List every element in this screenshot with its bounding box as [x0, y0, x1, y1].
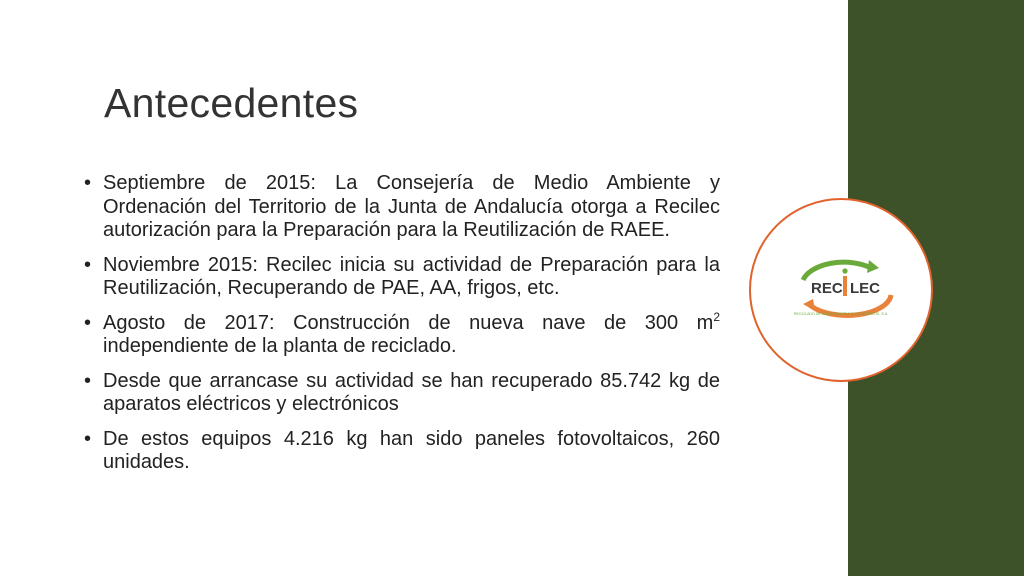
- logo-arrow-green: [867, 260, 879, 273]
- bullet-item: [84, 172, 720, 243]
- bullet-item: [84, 309, 720, 359]
- bullet-list: [84, 172, 720, 486]
- bullet-item: [84, 370, 720, 417]
- logo-arrow-orange: [803, 299, 815, 311]
- bullet-item: [84, 254, 720, 301]
- logo-i-bar: [843, 276, 847, 296]
- logo-i-dot: [842, 268, 847, 273]
- bullet-text: Desde que arrancase su actividad se han recuperado 85.742 kg de aparatos eléctricos y electrónicos: [103, 369, 720, 415]
- bullet-marker: •: [84, 369, 92, 392]
- bullet-marker: •: [84, 311, 92, 334]
- bullet-text-part: Agosto de 2017: Construcción de nueva nave de 300 m: [103, 311, 714, 334]
- recilec-logo: [751, 200, 931, 380]
- bullet-text: [103, 309, 720, 358]
- bullet-marker: •: [84, 253, 92, 276]
- logo-text-left: REC: [811, 280, 843, 297]
- bullet-text: Septiembre de 2015: La Consejería de Medio Ambiente y Ordenación del Territorio de la Junta de Andalucía otorga a Recilec autorización para la Preparación para la Reutilización de RAEE.: [103, 172, 720, 241]
- bullet-marker: •: [84, 172, 92, 194]
- bullet-item: [84, 428, 720, 475]
- logo-text-right: LEC: [850, 280, 880, 297]
- superscript-2: 2: [713, 309, 720, 324]
- bullet-text-part: independiente de la planta de reciclado.: [103, 335, 457, 357]
- slide-title: Antecedentes: [104, 80, 359, 126]
- bullet-marker: •: [84, 427, 92, 450]
- logo-arc-green: [803, 262, 871, 280]
- logo-circle: [749, 198, 933, 382]
- logo-tagline: RECICLADO DE COMPONENTES ELECTRÓNICOS, S.A.: [793, 312, 889, 316]
- bullet-text: De estos equipos 4.216 kg han sido paneles fotovoltaicos, 260 unidades.: [103, 427, 720, 473]
- bullet-text: Noviembre 2015: Recilec inicia su actividad de Preparación para la Reutilización, Recuperando de PAE, AA, frigos, etc.: [103, 253, 720, 299]
